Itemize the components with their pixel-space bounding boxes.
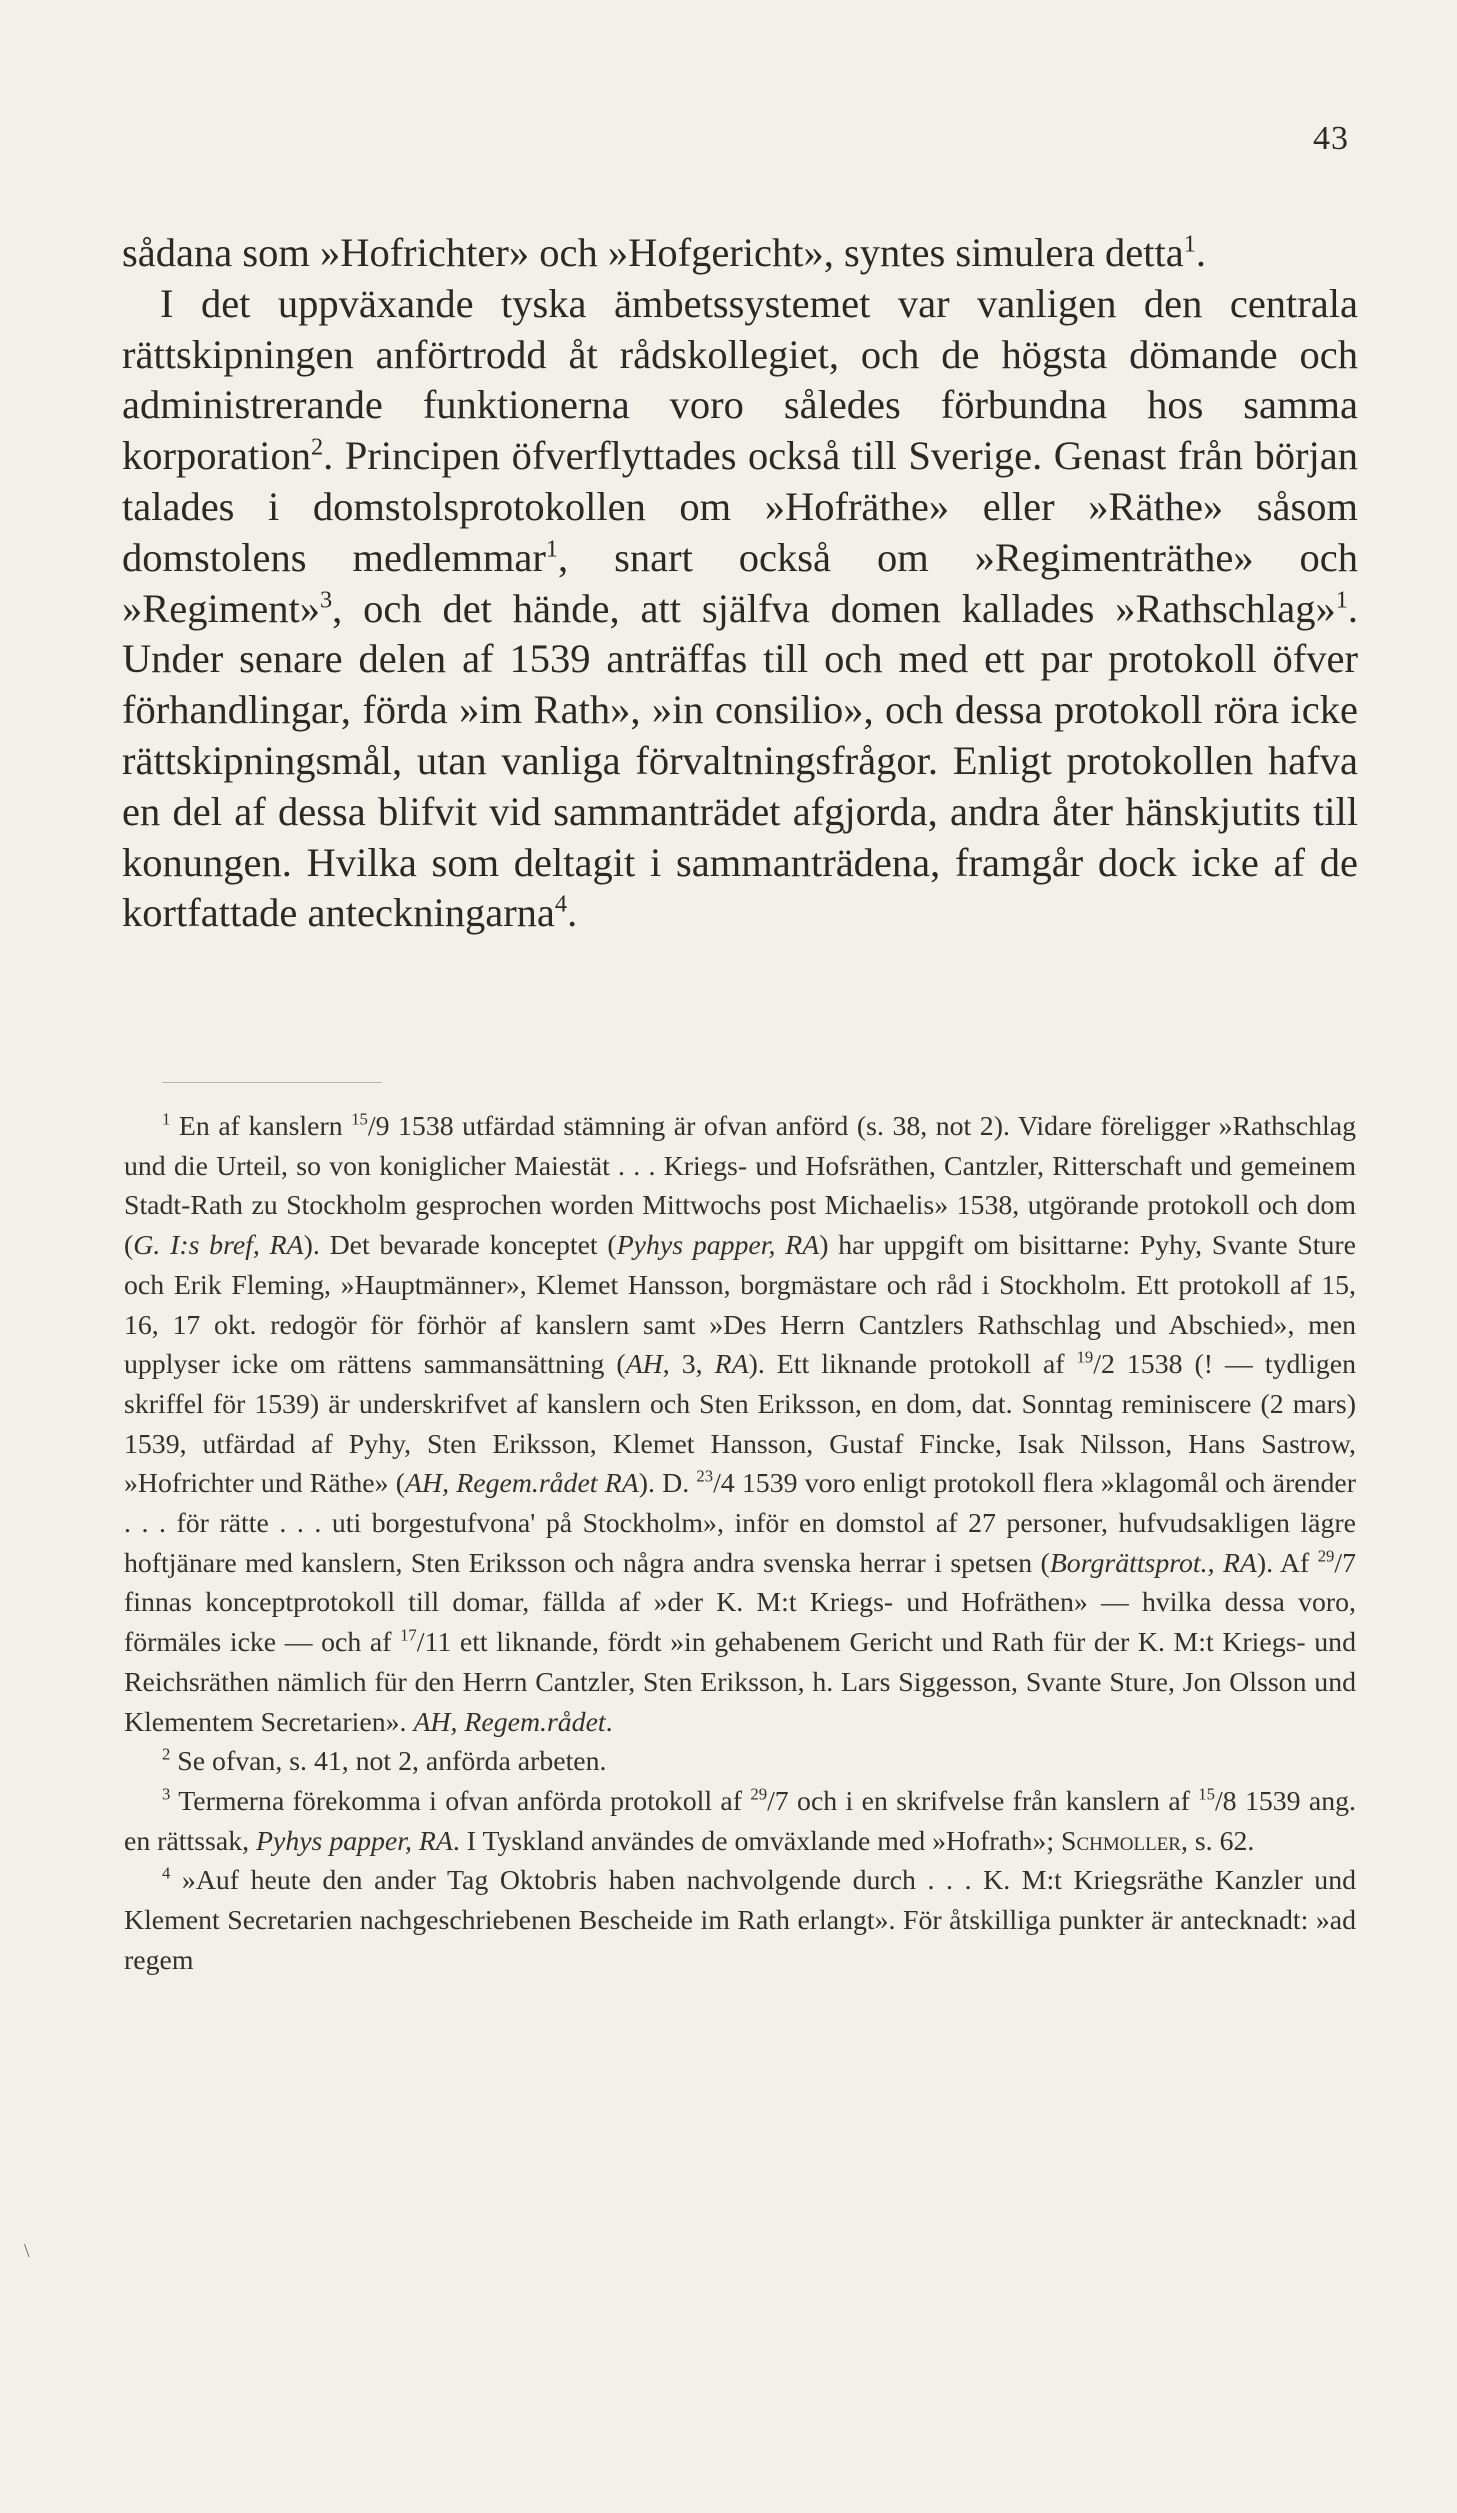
text-run: sådana som »Hofrichter» och »Hofgericht», syntes simulera detta [122, 230, 1184, 275]
paragraph-1 [122, 228, 1358, 279]
text-run: . Under senare delen af 1539 anträffas till och med ett par protokoll öfver förhandlingar, förda »im Rath», »in consilio», och dessa protokoll röra icke rättskipningsmål, utan vanliga förvaltningsfrågor. Enligt protokollen hafva en del af dessa blifvit vid sammanträdet afgjorda, andra åter hänskjutits till konungen. Hvilka som deltagit i sammanträdena, framgår dock icke af de kortfattade anteckningarna [122, 585, 1358, 936]
text-run: . I Tyskland användes de omväxlande med »Hofrath»; [452, 1825, 1061, 1857]
text-run: I det uppväxande tyska ämbetssystemet var vanligen den centrala rättskipningen anförtrodd åt rådskollegiet, och de högsta dömande och administrerande funktionerna voro således förbundna hos samma korporation [122, 280, 1358, 479]
text-run: . Principen öfverflyttades också till Sverige. Genast från början talades i domstolsprotokollen om »Hofräthe» eller »Räthe» såsom domstolens medlemmar [122, 433, 1358, 580]
footnote-1 [124, 1107, 1356, 1742]
superscript-ref: 3 [162, 1784, 171, 1804]
text-run: /8 1539 ang. en rättssak, [124, 1785, 1356, 1857]
superscript-ref: 1 [162, 1109, 171, 1129]
text-run: , snart också om »Regimenträthe» och »Regiment» [122, 534, 1358, 631]
text-run: ). Ett liknande protokoll af [748, 1349, 1077, 1381]
text-run: /2 1538 (! — tydligen skriffel för 1539) är underskrifvet af kanslern och Sten Eriksson, en dom, dat. Sonntag reminiscere (2 mars) 1539, utfärdad af Pyhy, Sten Eriksson, Klemet Hansson, Gustaf Fincke, Isak Nilsson, Hans Sastrow, »Hofrichter und Räthe» ( [124, 1349, 1356, 1500]
footnote-divider [162, 1082, 382, 1083]
text-run: /11 ett liknande, fördt »in gehabenem Gericht und Rath für der K. M:t Kriegs- und Reichsräthen nämlich für den Herrn Cantzler, Sten Eriksson, h. Lars Siggesson, Svante Sture, Jon Olsson und Klementem Secretarien». [124, 1627, 1356, 1738]
superscript-ref: 1 [1183, 230, 1196, 258]
superscript-ref: 23 [696, 1467, 714, 1487]
text-run: /7 och i en skrifvelse från kanslern af [767, 1785, 1199, 1817]
superscript-ref: 2 [162, 1744, 171, 1764]
footnotes [124, 1107, 1356, 1980]
text-run: /4 1539 voro enligt protokoll flera »klagomål och ärender . . . för rätte . . . uti borgestufvona' på Stockholm», inför en domstol af 27 personer, hufvudsakligen lägre hoftjänare med kanslern, Sten Eriksson och några andra svenska herrar i spetsen ( [124, 1468, 1356, 1579]
text-run: /9 1538 utfärdad stämning är ofvan anförd (s. 38, not 2). Vidare föreligger »Rathschlag und die Urteil, so von koniglicher Maiestät . . . Kriegs- und Hofsräthen, Cantzler, Ritterschaft und gemeinem Stadt-Rath zu Stockholm gesprochen worden Mittwochs post Michaelis» 1538, utgörande protokoll och dom ( [124, 1111, 1357, 1262]
text-run: , 3, [662, 1349, 715, 1381]
superscript-ref: 2 [310, 433, 324, 461]
superscript-ref: 1 [545, 535, 559, 563]
italic-citation: RA [714, 1349, 749, 1381]
text-run: ). Af [1256, 1547, 1318, 1579]
superscript-ref: 19 [1076, 1347, 1094, 1367]
footnote-3 [124, 1782, 1356, 1861]
text-run: ). Det bevarade konceptet ( [303, 1230, 617, 1262]
italic-citation: G. I:s bref, RA [133, 1230, 304, 1262]
italic-citation: AH [625, 1349, 663, 1381]
superscript-ref: 1 [1335, 586, 1348, 614]
text-run: En af kanslern [170, 1111, 352, 1142]
superscript-ref: 29 [750, 1784, 768, 1804]
text-run: . [567, 890, 578, 936]
italic-citation: Pyhys papper, RA [616, 1230, 820, 1262]
italic-citation: Pyhys papper, RA [256, 1825, 453, 1857]
superscript-ref: 15 [351, 1109, 368, 1129]
text-run: ) har uppgift om bisittarne: Pyhy, Svante Sture och Erik Fleming, »Hauptmänner», Klemet Hansson, borgmästare och råd i Stockholm. Ett protokoll af 15, 16, 17 okt. redogör för förhör af kanslern samt »Des Herrn Cantzlers Rathschlag und Abschied», men upplyser icke om rättens sammansättning ( [124, 1230, 1357, 1381]
text-run: Se ofvan, s. 41, not 2, anförda arbeten. [170, 1746, 607, 1778]
italic-citation: AH, Regem.rådet RA [405, 1468, 639, 1500]
superscript-ref: 15 [1198, 1784, 1215, 1804]
margin-mark: \ [24, 2240, 30, 2262]
page-number: 43 [1313, 120, 1349, 157]
italic-citation: Borgrättsprot., RA [1049, 1547, 1257, 1579]
main-text [122, 228, 1358, 939]
superscript-ref: 4 [162, 1864, 171, 1884]
text-run: »Auf heute den ander Tag Oktobris haben nachvolgende durch . . . K. M:t Kriegsräthe Kanzler und Klement Secretarien nachgeschriebenen Bescheide im Rath erlangt». För åtskilliga punkter är antecknadt: »ad regem [124, 1865, 1356, 1976]
text-run: , och det hände, att själfva domen kallades »Rathschlag» [332, 585, 1336, 631]
text-run: ). D. [638, 1468, 697, 1500]
text-run: /7 finnas konceptprotokoll till domar, fällda af »der K. M:t Kriegs- und Hofräthen» — hvilka dessa voro, förmäles icke — och af [124, 1547, 1357, 1659]
superscript-ref: 4 [554, 890, 568, 918]
superscript-ref: 3 [319, 586, 333, 614]
superscript-ref: 29 [1317, 1546, 1335, 1566]
footnote-4 [124, 1861, 1356, 1980]
text-run: . [1195, 230, 1206, 275]
small-caps-name: Schmoller [1061, 1825, 1181, 1857]
superscript-ref: 17 [400, 1625, 417, 1645]
italic-citation: AH, Regem.rådet [413, 1706, 606, 1738]
text-run: . [605, 1706, 613, 1738]
text-run: Termerna förekomma i ofvan anförda protokoll af [170, 1785, 751, 1817]
paragraph-2 [122, 279, 1358, 939]
text-run: , s. 62. [1180, 1825, 1255, 1857]
footnote-2 [124, 1742, 1356, 1782]
